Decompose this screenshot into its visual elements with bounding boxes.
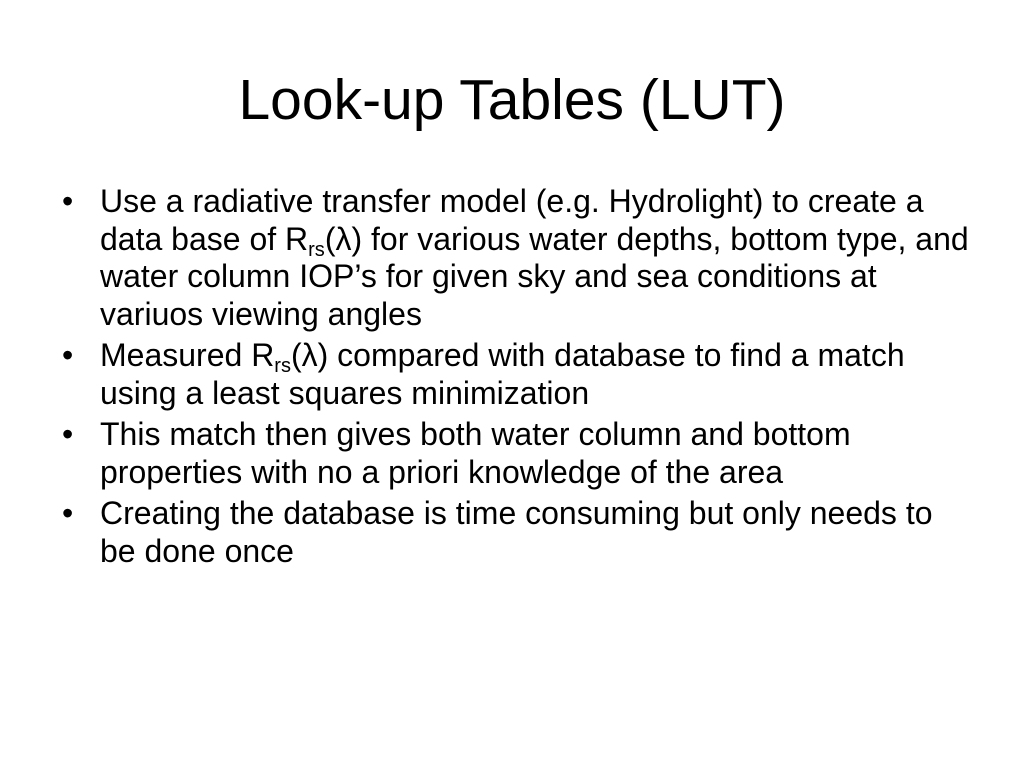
bullet-text: Creating the database is time consuming but only needs to be done once [100, 495, 933, 569]
bullet-marker: • [62, 416, 74, 452]
bullet-text-subscript: rs [274, 355, 291, 377]
bullet-list [62, 183, 972, 574]
slide-title: Look-up Tables (LUT) [238, 68, 786, 132]
bullet-item-3 [62, 416, 972, 491]
bullet-item-4 [62, 495, 972, 570]
bullet-marker: • [62, 337, 74, 373]
bullet-text-pre: Measured R [100, 337, 275, 373]
bullet-marker: • [62, 183, 74, 219]
bullet-marker: • [62, 495, 74, 531]
bullet-text-post: (λ) for various water depths, bottom type, and water column IOP’s for given sky and sea conditions at variuos viewing angles [100, 220, 969, 332]
bullet-text-pre: Use a radiative transfer model (e.g. Hydrolight) to create a data base of R [100, 183, 924, 257]
bullet-text-subscript: rs [308, 238, 325, 261]
bullet-item-1 [62, 183, 972, 333]
bullet-item-2 [62, 337, 972, 412]
bullet-text-post: (λ) compared with database to find a match using a least squares minimization [100, 337, 905, 411]
bullet-text: This match then gives both water column and bottom properties with no a priori knowledge of the area [100, 416, 851, 490]
